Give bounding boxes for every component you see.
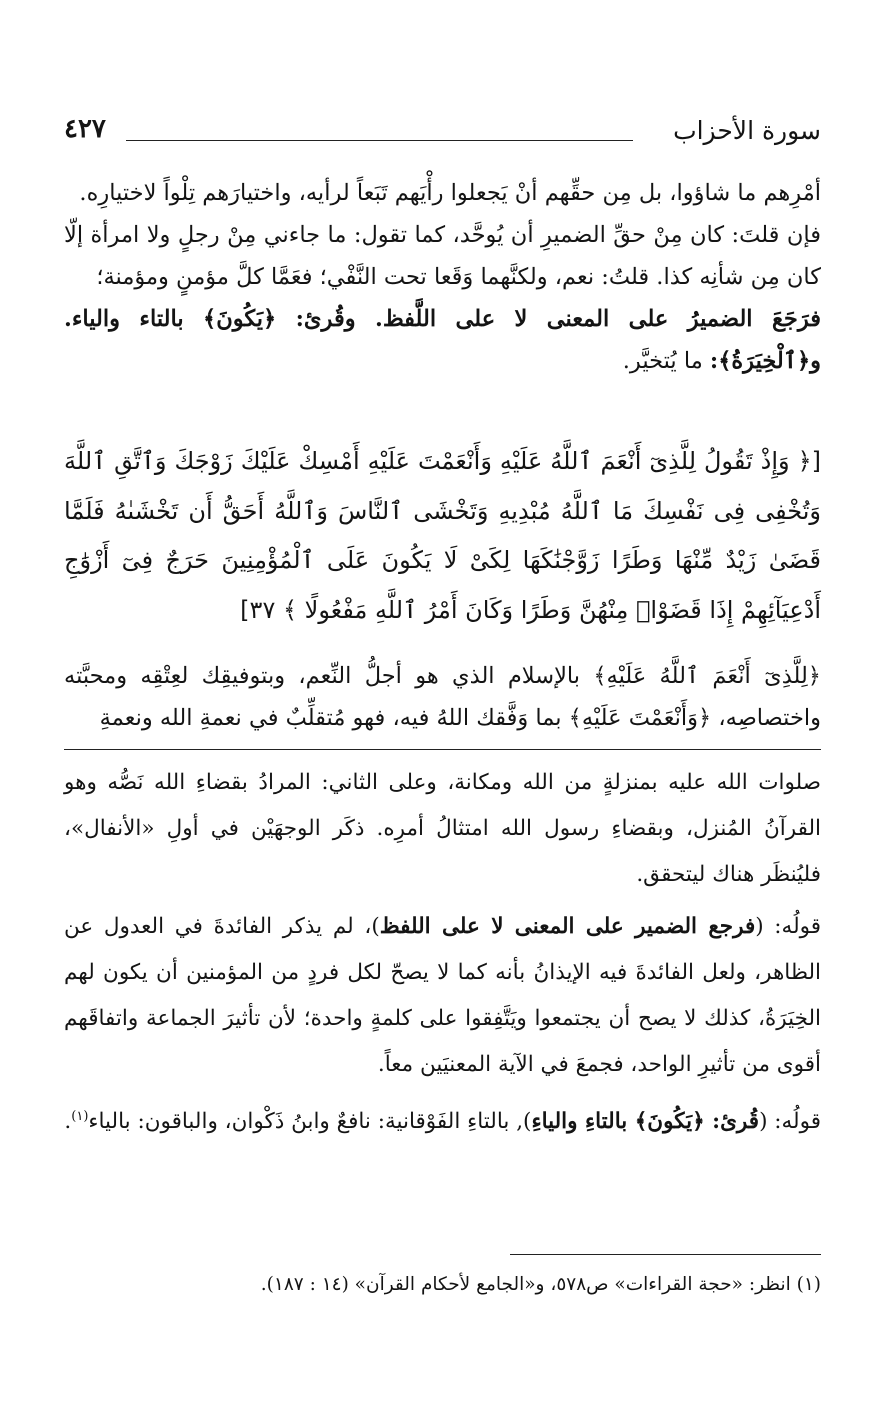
footnote-text: (١) انظر: «حجة القراءات» ص٥٧٨، و«الجامع لأحكام القرآن» (١٤ : ١٨٧). (260, 1274, 821, 1295)
surah-title: سورة الأحزاب (673, 116, 821, 145)
hashiya-text: )، لم يذكر الفائدةَ في العدول عن الظاهر، ولعل الفائدةَ فيه الإيذانُ بأنه كما لا يصحّ لكل فردٍ من المؤمنين أن يكون لهم الخِيَرَةُ، كذلك لا يصح أن يجتمعوا ويَتَّفِقوا على كلمةٍ واحدة؛ لأن تأثيرَ الجماعة واتفاقَهم أقوى من تأثيرِ الواحد، فجمعَ في الآية المعنيَين معاً. (64, 914, 821, 1077)
marginal-commentary (64, 760, 821, 1151)
footnote-rule (510, 1254, 821, 1255)
section-divider (64, 749, 821, 750)
page-header (64, 112, 821, 160)
hashiya-text: . (64, 1109, 72, 1135)
footnote-reference[interactable]: (١) (71, 1109, 89, 1124)
commentary-text: ما يُتخيَّر. (622, 348, 710, 374)
commentary-paragraph: ﴿لِلَّذِىٓ أَنْعَمَ ٱللَّهُ عَلَيْهِ﴾ بالإسلام الذي هو أجلُّ النِّعم، وبتوفيقِك لعِتْقِه ومحبَّته واختصاصِه، ﴿وَأَنْعَمْتَ عَلَيْهِ﴾ بما وَفَّقك اللهُ فيه، فهو مُتقلِّبٌ في نعمةِ الله ونعمةِ (64, 663, 821, 731)
commentary-paragraph: أمْرِهم ما شاؤوا، بل مِن حقِّهم أنْ يَجعلوا رأْيَهم تَبَعاً لرأيه، واختيارَهم تِلْواً لاختيارِه. (79, 180, 821, 206)
hashiya-text: ), بالتاءِ الفَوْقانية: نافعٌ وابنُ ذَكْوان، والباقون: بالياء (88, 1109, 532, 1135)
hashiya-paragraph (64, 1094, 821, 1145)
hashiya-text: قولُه: ( (759, 1109, 821, 1135)
commentary-verse-explanation (64, 655, 821, 739)
hashiya-paragraph (64, 904, 821, 1088)
page-number: ٤٢٧ (64, 114, 106, 144)
hashiya-text: قولُه: ( (755, 914, 822, 939)
commentary-main (64, 172, 821, 382)
commentary-paragraph (64, 298, 821, 382)
hashiya-paragraph: صلوات الله عليه بمنزلةٍ من الله ومكانة، وعلى الثاني: المرادُ بقضاءِ الله نَصُّه وهو القرآنُ المُنزل، وبقضاءِ رسول الله امتثالُ أمرِه. ذكَر الوجهَيْن في أولِ «الأنفال»، فليُنظَر هناك ليتحقق. (64, 770, 821, 887)
quoted-phrase: قُرئ: ﴿يَكُونَ﴾ بالتاءِ والياءِ (531, 1109, 760, 1135)
header-rule (126, 140, 633, 141)
quoted-phrase: فرجع الضمير على المعنى لا على اللفظ (379, 914, 756, 939)
verse-text: [﴿ وَإِذْ تَقُولُ لِلَّذِىٓ أَنْعَمَ ٱللَّهُ عَلَيْهِ وَأَنْعَمْتَ عَلَيْهِ أَمْسِكْ عَلَيْكَ زَوْجَكَ وَٱتَّقِ ٱللَّهَ وَتُخْفِى فِى نَفْسِكَ مَا ٱللَّهُ مُبْدِيهِ وَتَخْشَى ٱلنَّاسَ وَٱللَّهُ أَحَقُّ أَن تَخْشَىٰهُ فَلَمَّا قَضَىٰ زَيْدٌ مِّنْهَا وَطَرًا زَوَّجْنَٰكَهَا لِكَىْ لَا يَكُونَ عَلَى ٱلْمُؤْمِنِينَ حَرَجٌ فِىٓ أَزْوَٰجِ أَدْعِيَآئِهِمْ إِذَا قَضَوْا۟ مِنْهُنَّ وَطَرًا وَكَانَ أَمْرُ ٱللَّهِ مَفْعُولًا ﴾ ٣٧] (64, 447, 821, 624)
commentary-paragraph: فإن قلتَ: كان مِنْ حقِّ الضميرِ أن يُوحَّد، كما تقول: ما جاءني مِنْ رجلٍ ولا امرأة إلّا كان مِن شأنِه كذا. قلتُ: نعم، ولكنَّهما وَقَعا تحت النَّفْي؛ فعَمَّا كلَّ مؤمنٍ ومؤمنة؛ (64, 222, 821, 290)
bold-text: فرَجَعَ الضميرُ على المعنى لا على اللَّفظ. وقُرئ: ﴿يَكُونَ﴾ بالتاء والياء. و﴿ٱلْخِيَرَةُ﴾: (64, 306, 821, 374)
quran-verse (64, 437, 821, 635)
footnote (64, 1266, 821, 1304)
